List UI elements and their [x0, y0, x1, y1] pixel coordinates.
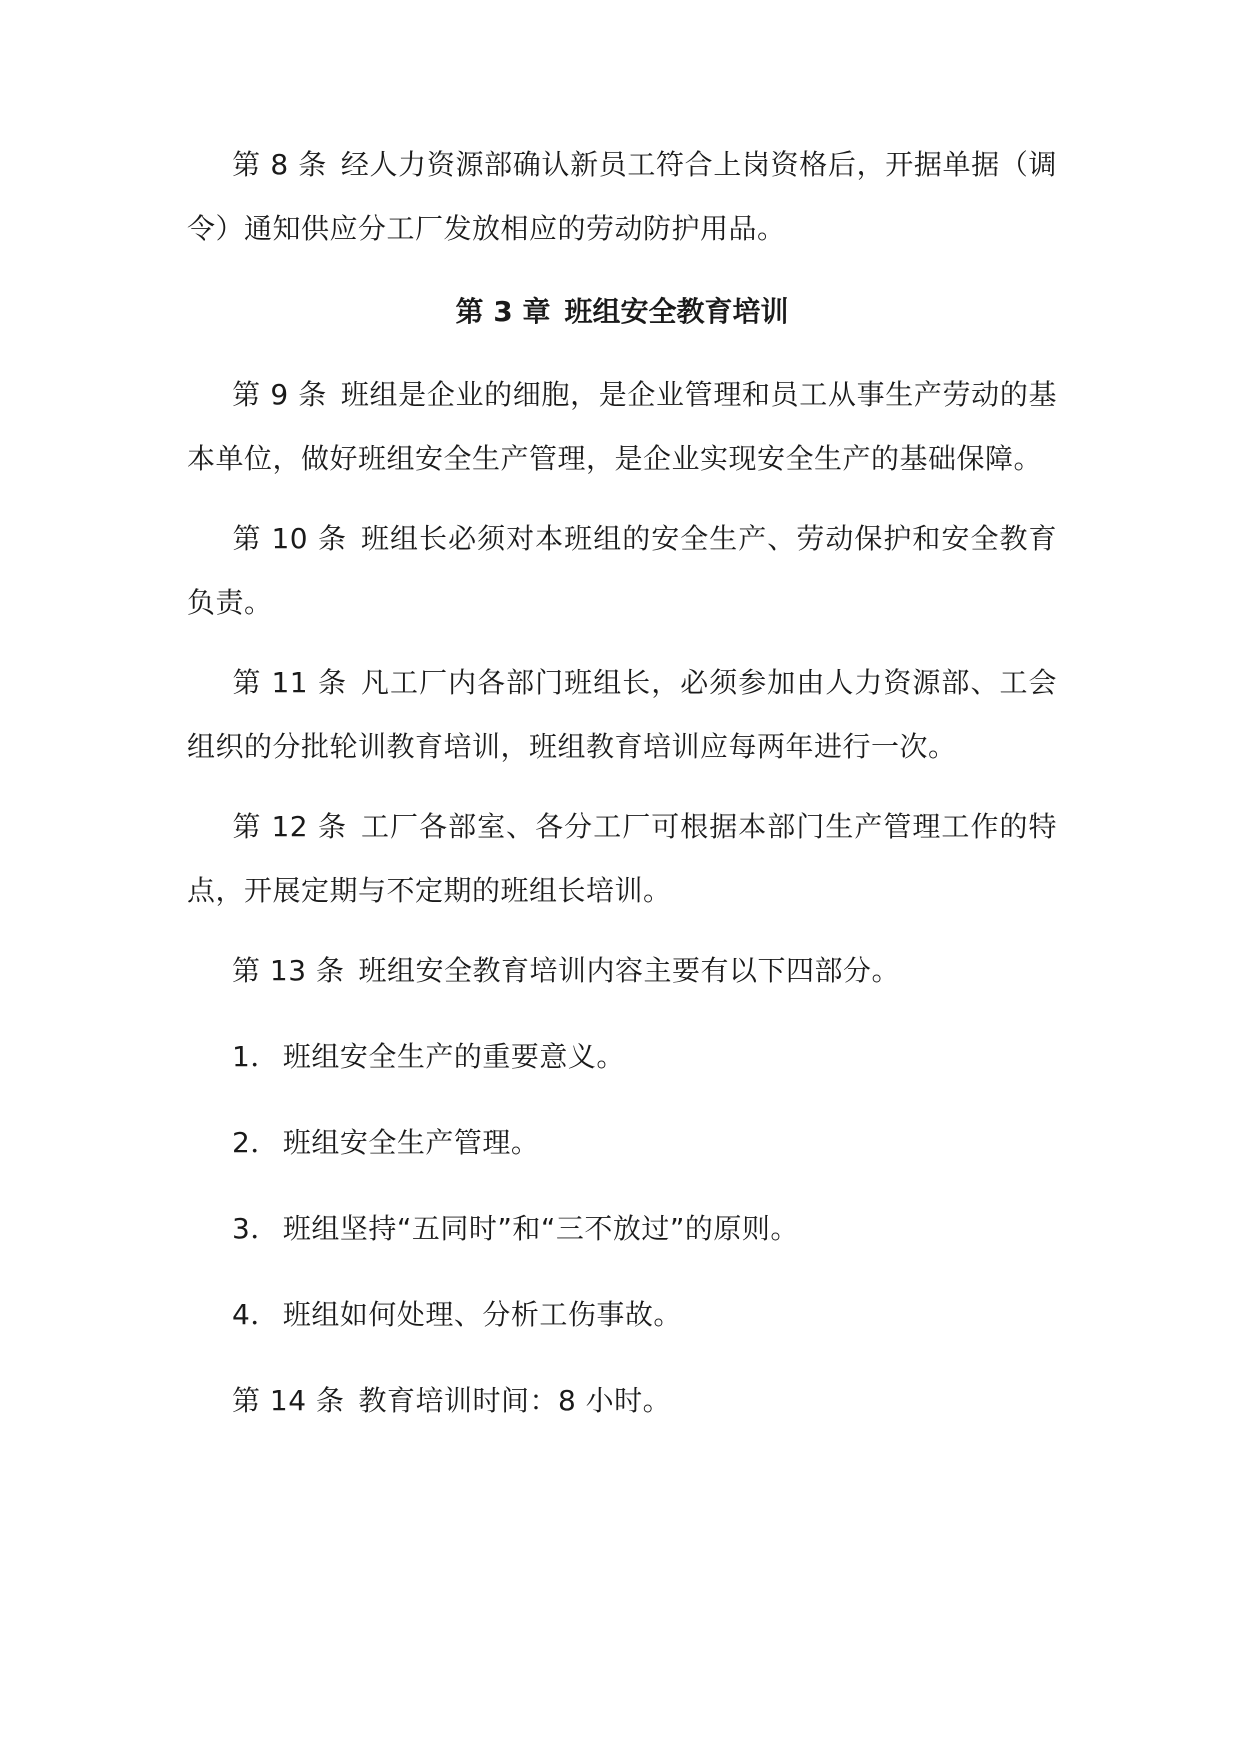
list-item [232, 1295, 1052, 1335]
article-9-number: 第 9 条 [232, 378, 327, 411]
list-item-text: 班组坚持“五同时”和“三不放过”的原则。 [282, 1212, 799, 1245]
list-item-number: 3． [232, 1212, 279, 1245]
article-10 [187, 507, 1057, 635]
list-item [232, 1123, 1052, 1163]
article-9-text: 班组是企业的细胞，是企业管理和员工从事生产劳动的基本单位，做好班组安全生产管理，是企业实现安全生产的基础保障。 [187, 378, 1057, 475]
article-8-number: 第 8 条 [232, 148, 327, 181]
article-13-number: 第 13 条 [232, 954, 345, 987]
article-11-text: 凡工厂内各部门班组长，必须参加由人力资源部、工会组织的分批轮训教育培训，班组教育培训应每两年进行一次。 [187, 666, 1057, 763]
article-14-number: 第 14 条 [232, 1384, 345, 1417]
article-13-text: 班组安全教育培训内容主要有以下四部分。 [358, 954, 900, 987]
article-10-number: 第 10 条 [232, 522, 348, 555]
list-item-number: 4． [232, 1298, 279, 1331]
article-13 [187, 939, 1057, 1003]
article-11-number: 第 11 条 [232, 666, 348, 699]
article-11 [187, 651, 1057, 779]
chapter-3-title: 班组安全教育培训 [564, 295, 789, 328]
article-14 [187, 1369, 1057, 1433]
article-12-number: 第 12 条 [232, 810, 348, 843]
article-12 [187, 795, 1057, 923]
list-item [232, 1037, 1052, 1077]
article-8 [187, 133, 1057, 261]
list-item-text: 班组如何处理、分析工伤事故。 [282, 1298, 682, 1331]
list-item-text: 班组安全生产的重要意义。 [282, 1040, 625, 1073]
chapter-3-heading [187, 292, 1057, 332]
article-12-text: 工厂各部室、各分工厂可根据本部门生产管理工作的特点，开展定期与不定期的班组长培训。 [187, 810, 1057, 907]
list-item [232, 1209, 1052, 1249]
article-8-text: 经人力资源部确认新员工符合上岗资格后，开据单据（调令）通知供应分工厂发放相应的劳动防护用品。 [187, 148, 1057, 245]
article-9 [187, 363, 1057, 491]
list-item-number: 2． [232, 1126, 279, 1159]
chapter-3-number: 第 3 章 [455, 295, 551, 328]
list-item-number: 1． [232, 1040, 279, 1073]
list-item-text: 班组安全生产管理。 [282, 1126, 540, 1159]
article-10-text: 班组长必须对本班组的安全生产、劳动保护和安全教育负责。 [187, 522, 1057, 619]
article-14-text: 教育培训时间：8 小时。 [358, 1384, 672, 1417]
